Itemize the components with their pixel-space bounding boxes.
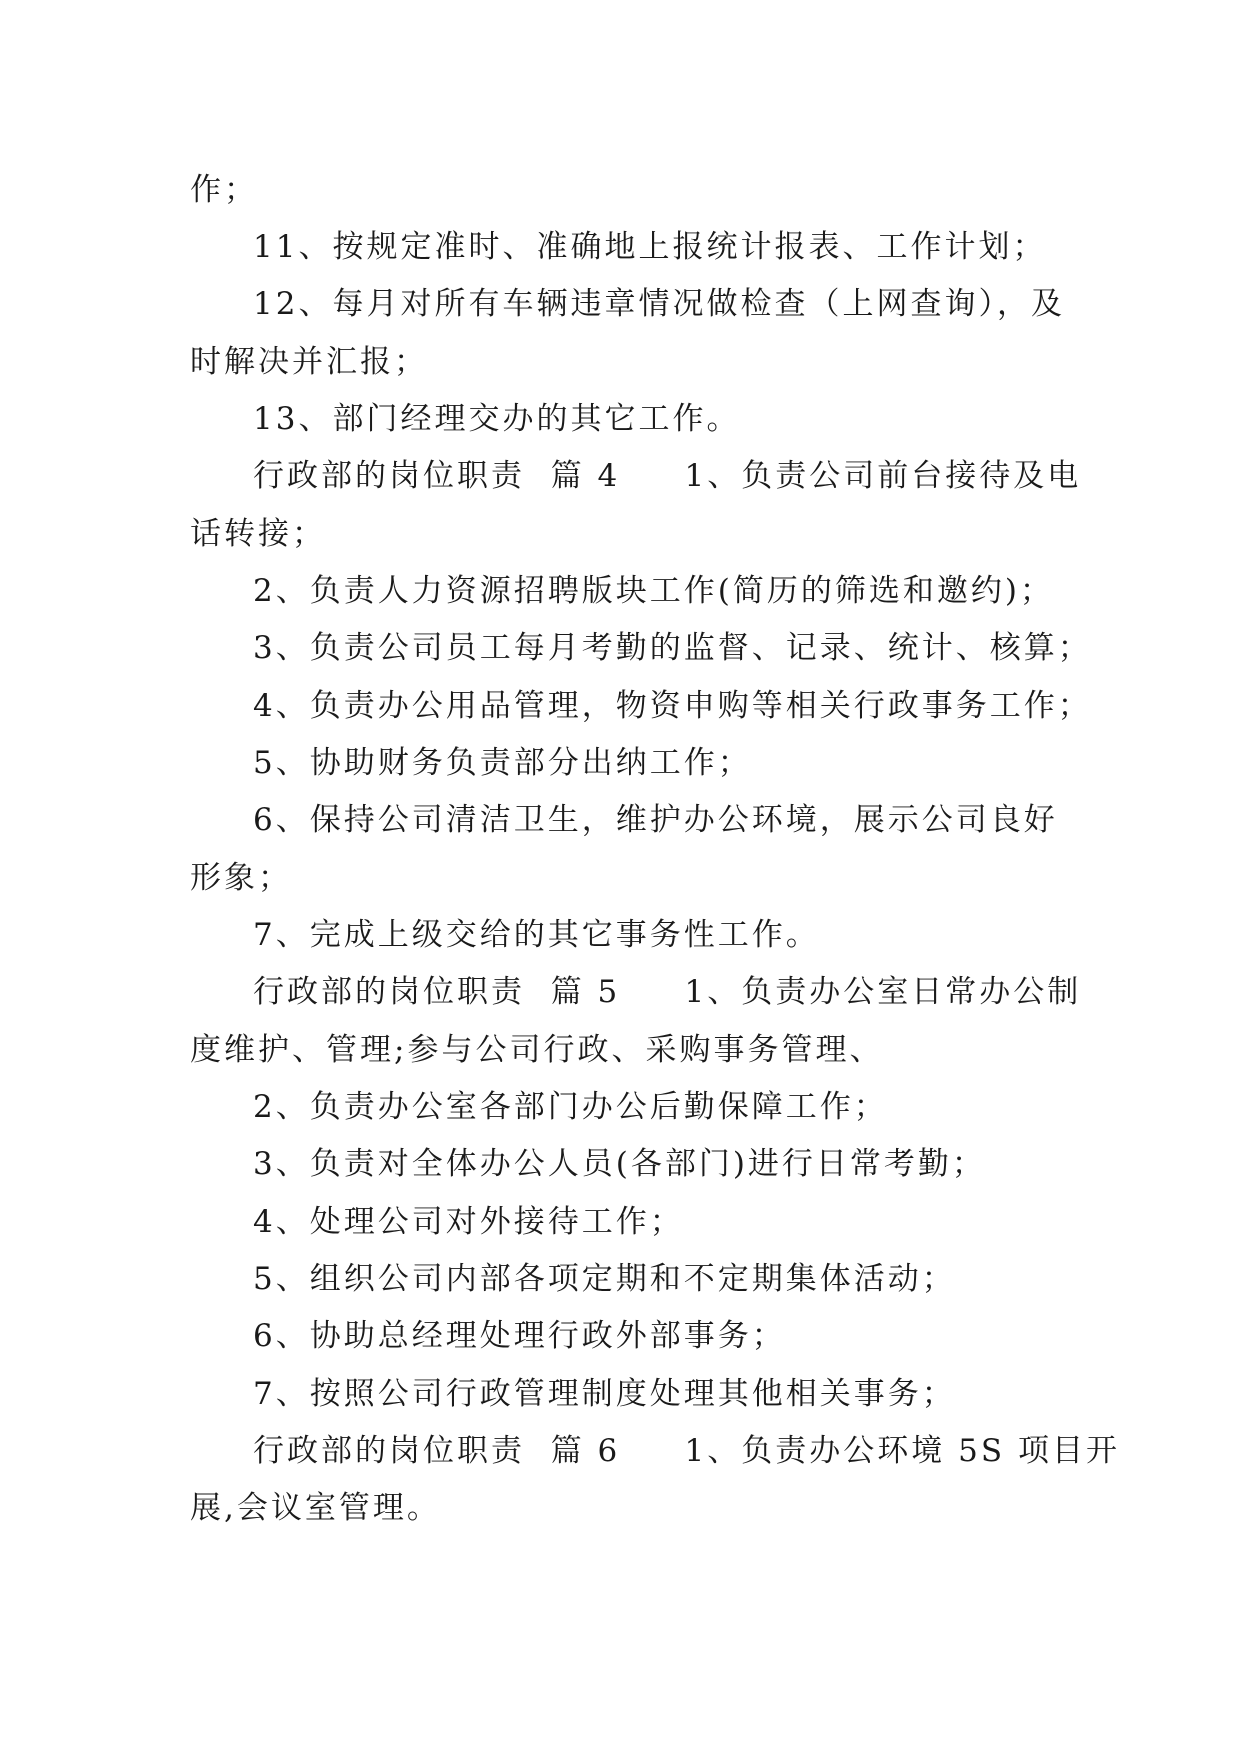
text-line: 2、负责办公室各部门办公后勤保障工作； — [253, 1089, 888, 1125]
text-line: 形象； — [190, 860, 292, 896]
text-line: 6、协助总经理处理行政外部事务； — [253, 1318, 786, 1354]
text-line: 4、负责办公用品管理，物资申购等相关行政事务工作； — [253, 688, 1092, 724]
text-line: 展,会议室管理。 — [190, 1490, 441, 1526]
text-line: 4、处理公司对外接待工作； — [253, 1204, 684, 1240]
section-heading-line: 行政部的岗位职责 篇 6 1、负责办公环境 5S 项目开 — [253, 1433, 1120, 1469]
section-heading-line: 行政部的岗位职责 篇 5 1、负责办公室日常办公制 — [253, 974, 1082, 1010]
text-line: 7、按照公司行政管理制度处理其他相关事务； — [253, 1376, 956, 1412]
text-line: 12、每月对所有车辆违章情况做检查（上网查询），及 — [253, 286, 1065, 322]
text-line: 5、组织公司内部各项定期和不定期集体活动； — [253, 1261, 956, 1297]
text-line: 7、完成上级交给的其它事务性工作。 — [253, 917, 820, 953]
text-line: 13、部门经理交办的其它工作。 — [253, 401, 741, 437]
text-line: 5、协助财务负责部分出纳工作； — [253, 745, 752, 781]
text-line: 6、保持公司清洁卫生，维护办公环境，展示公司良好 — [253, 802, 1058, 838]
text-line: 话转接； — [190, 516, 326, 552]
text-line: 3、负责公司员工每月考勤的监督、记录、统计、核算； — [253, 630, 1092, 666]
text-line: 11、按规定准时、准确地上报统计报表、工作计划； — [253, 229, 1047, 265]
text-line: 度维护、管理;参与公司行政、采购事务管理、 — [190, 1032, 884, 1068]
text-line: 时解决并汇报； — [190, 344, 428, 380]
text-line: 3、负责对全体办公人员(各部门)进行日常考勤； — [253, 1146, 986, 1182]
section-heading-line: 行政部的岗位职责 篇 4 1、负责公司前台接待及电 — [253, 458, 1082, 494]
text-line: 2、负责人力资源招聘版块工作(简历的筛选和邀约)； — [253, 573, 1054, 609]
text-line: 作； — [190, 172, 258, 208]
